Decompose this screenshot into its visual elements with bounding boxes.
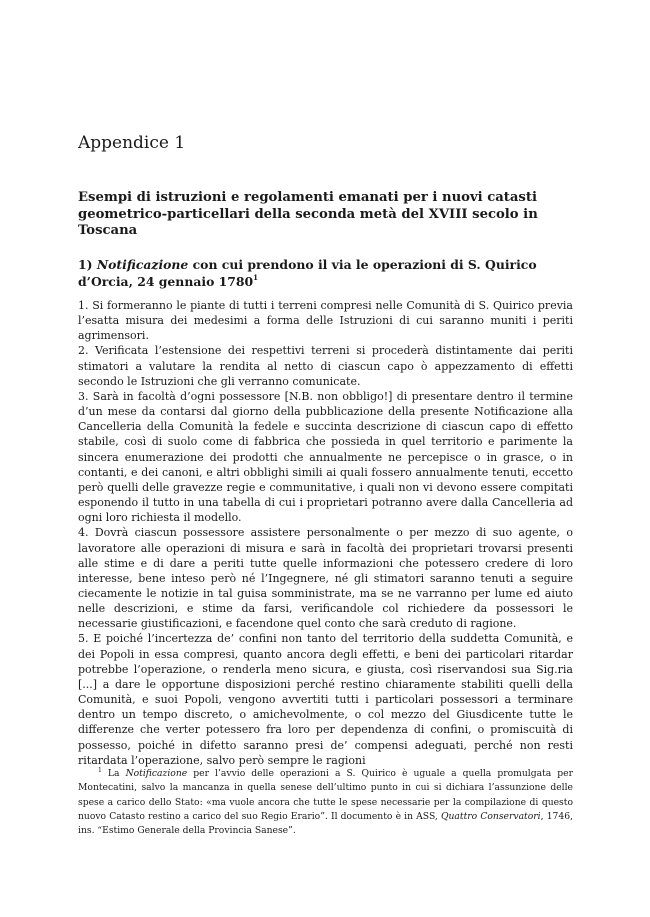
footnote-reference[interactable]: 1 (253, 272, 259, 282)
paragraph: 2. Verificata l’estensione dei respettivi terreni si procederà distintamente dai periti stimatori a valutare la rendita al netto di ciascun capo ò appezzamento di effetti secondo le Istruzioni che gli verranno comunicate. (78, 344, 573, 388)
subsection-italic-title: Notificazione (96, 257, 189, 272)
subsection-number: 1) (78, 257, 93, 272)
paragraph: 3. Sarà in facoltà d’ogni possessore [N.B. non obbligo!] di presentare dentro il termine d’un mese da contarsi dal giorno della pubblicazione della presente Notificazione alla Cancelleria della Comunità la fedele e succinta descrizione di ciascun capo di effetto stabile, così di suolo come di fabbrica che possieda in quel territorio e parimente la sincera enumerazione dei prodotti che annualmente ne percepisce o in grasce, o in contanti, e dei canoni, e altri obblighi simili ai quali fossero annualmente tenuti, eccetto però quelli delle gravezze regie e communitative, i quali non vi devono essere compitati esponendo il tutto in una tabella di cui i proprietari potranno avere dalla Cancelleria ad ogni loro richiesta il modello. (78, 389, 573, 525)
footnote-text: La (101, 768, 126, 779)
subsection-text: con cui prendono il via le operazioni di S. Quirico d’Orcia, 24 gennaio 1780 (78, 257, 537, 289)
body-text (78, 298, 573, 768)
footnote (78, 767, 573, 838)
footnote-text: , 1746, ins. “Estimo Generale della Provincia Sanese”. (78, 810, 573, 837)
footnote-italic: Notificazione (125, 768, 188, 779)
section-title: Esempi di istruzioni e regolamenti emanati per i nuovi catasti geometrico-particellari della seconda metà del XVIII secolo in Toscana (78, 190, 538, 238)
paragraph: 5. E poiché l’incertezza de’ confini non tanto del territorio della suddetta Comunità, e dei Popoli in essa compresi, quanto ancora degli effetti, e beni dei particolari ritardar potrebbe l’operazione, o renderla meno sicura, e giusta, così riservandosi sua Sig.ria [...] a dare le opportune disposizioni perché restino chiaramente stabiliti quelli della Comunità, e suoi Popoli, vengono avvertiti tutti i particolari possessori a terminare dentro un tempo discreto, o amichevolmente, o col mezzo del Giusdicente tutte le differenze che verter potessero fra loro per dependenza di confini, o promiscuità di possesso, poiché in difetto saranno presi de’ compensi adeguati, perché non resti ritardata l’operazione, salvo però sempre le ragioni (78, 632, 573, 767)
paragraph: 1. Si formeranno le piante di tutti i terreni compresi nelle Comunità di S. Quirico previa l’esatta misura dei medesimi a forma delle Istruzioni di cui saranno muniti i periti agrimensori. (78, 299, 573, 343)
footnote-text: per l’avvio delle operazioni a S. Quirico è uguale a quella promulgata per Montecatini, salvo la mancanza in quella senese dell’ultimo punto in cui si dichiara l’assunzione delle spese a carico dello Stato: «ma vuole ancora che tutte le spese necessarie per la compilazione di questo nuovo Catasto restino a carico del suo Regio Erario”. Il documento è in ASS, (78, 768, 574, 822)
footnote-italic: Quattro Conservatori (440, 810, 541, 822)
paragraph: 4. Dovrà ciascun possessore assistere personalmente o per mezzo di suo agente, o lavoratore alle operazioni di misura e sarà in facoltà dei proprietari trovarsi presenti alle stime e di dare a periti tutte quelle informazioni che potessero credere di loro interesse, bene inteso però né l’Ingegnere, né gli stimatori saranno tenuti a seguire ciecamente le notizie in tal guisa somministrate, ma se ne varranno per lume ed aiuto nelle descrizioni, e stime da farsi, verificandole col richiedere da possessori le necessarie giustificazioni, e facendone quel conto che sarà creduto di ragione. (78, 526, 573, 631)
subsection-heading (78, 257, 573, 291)
chapter-title: Appendice 1 (78, 133, 186, 153)
footnote-mark: 1 (98, 767, 102, 774)
